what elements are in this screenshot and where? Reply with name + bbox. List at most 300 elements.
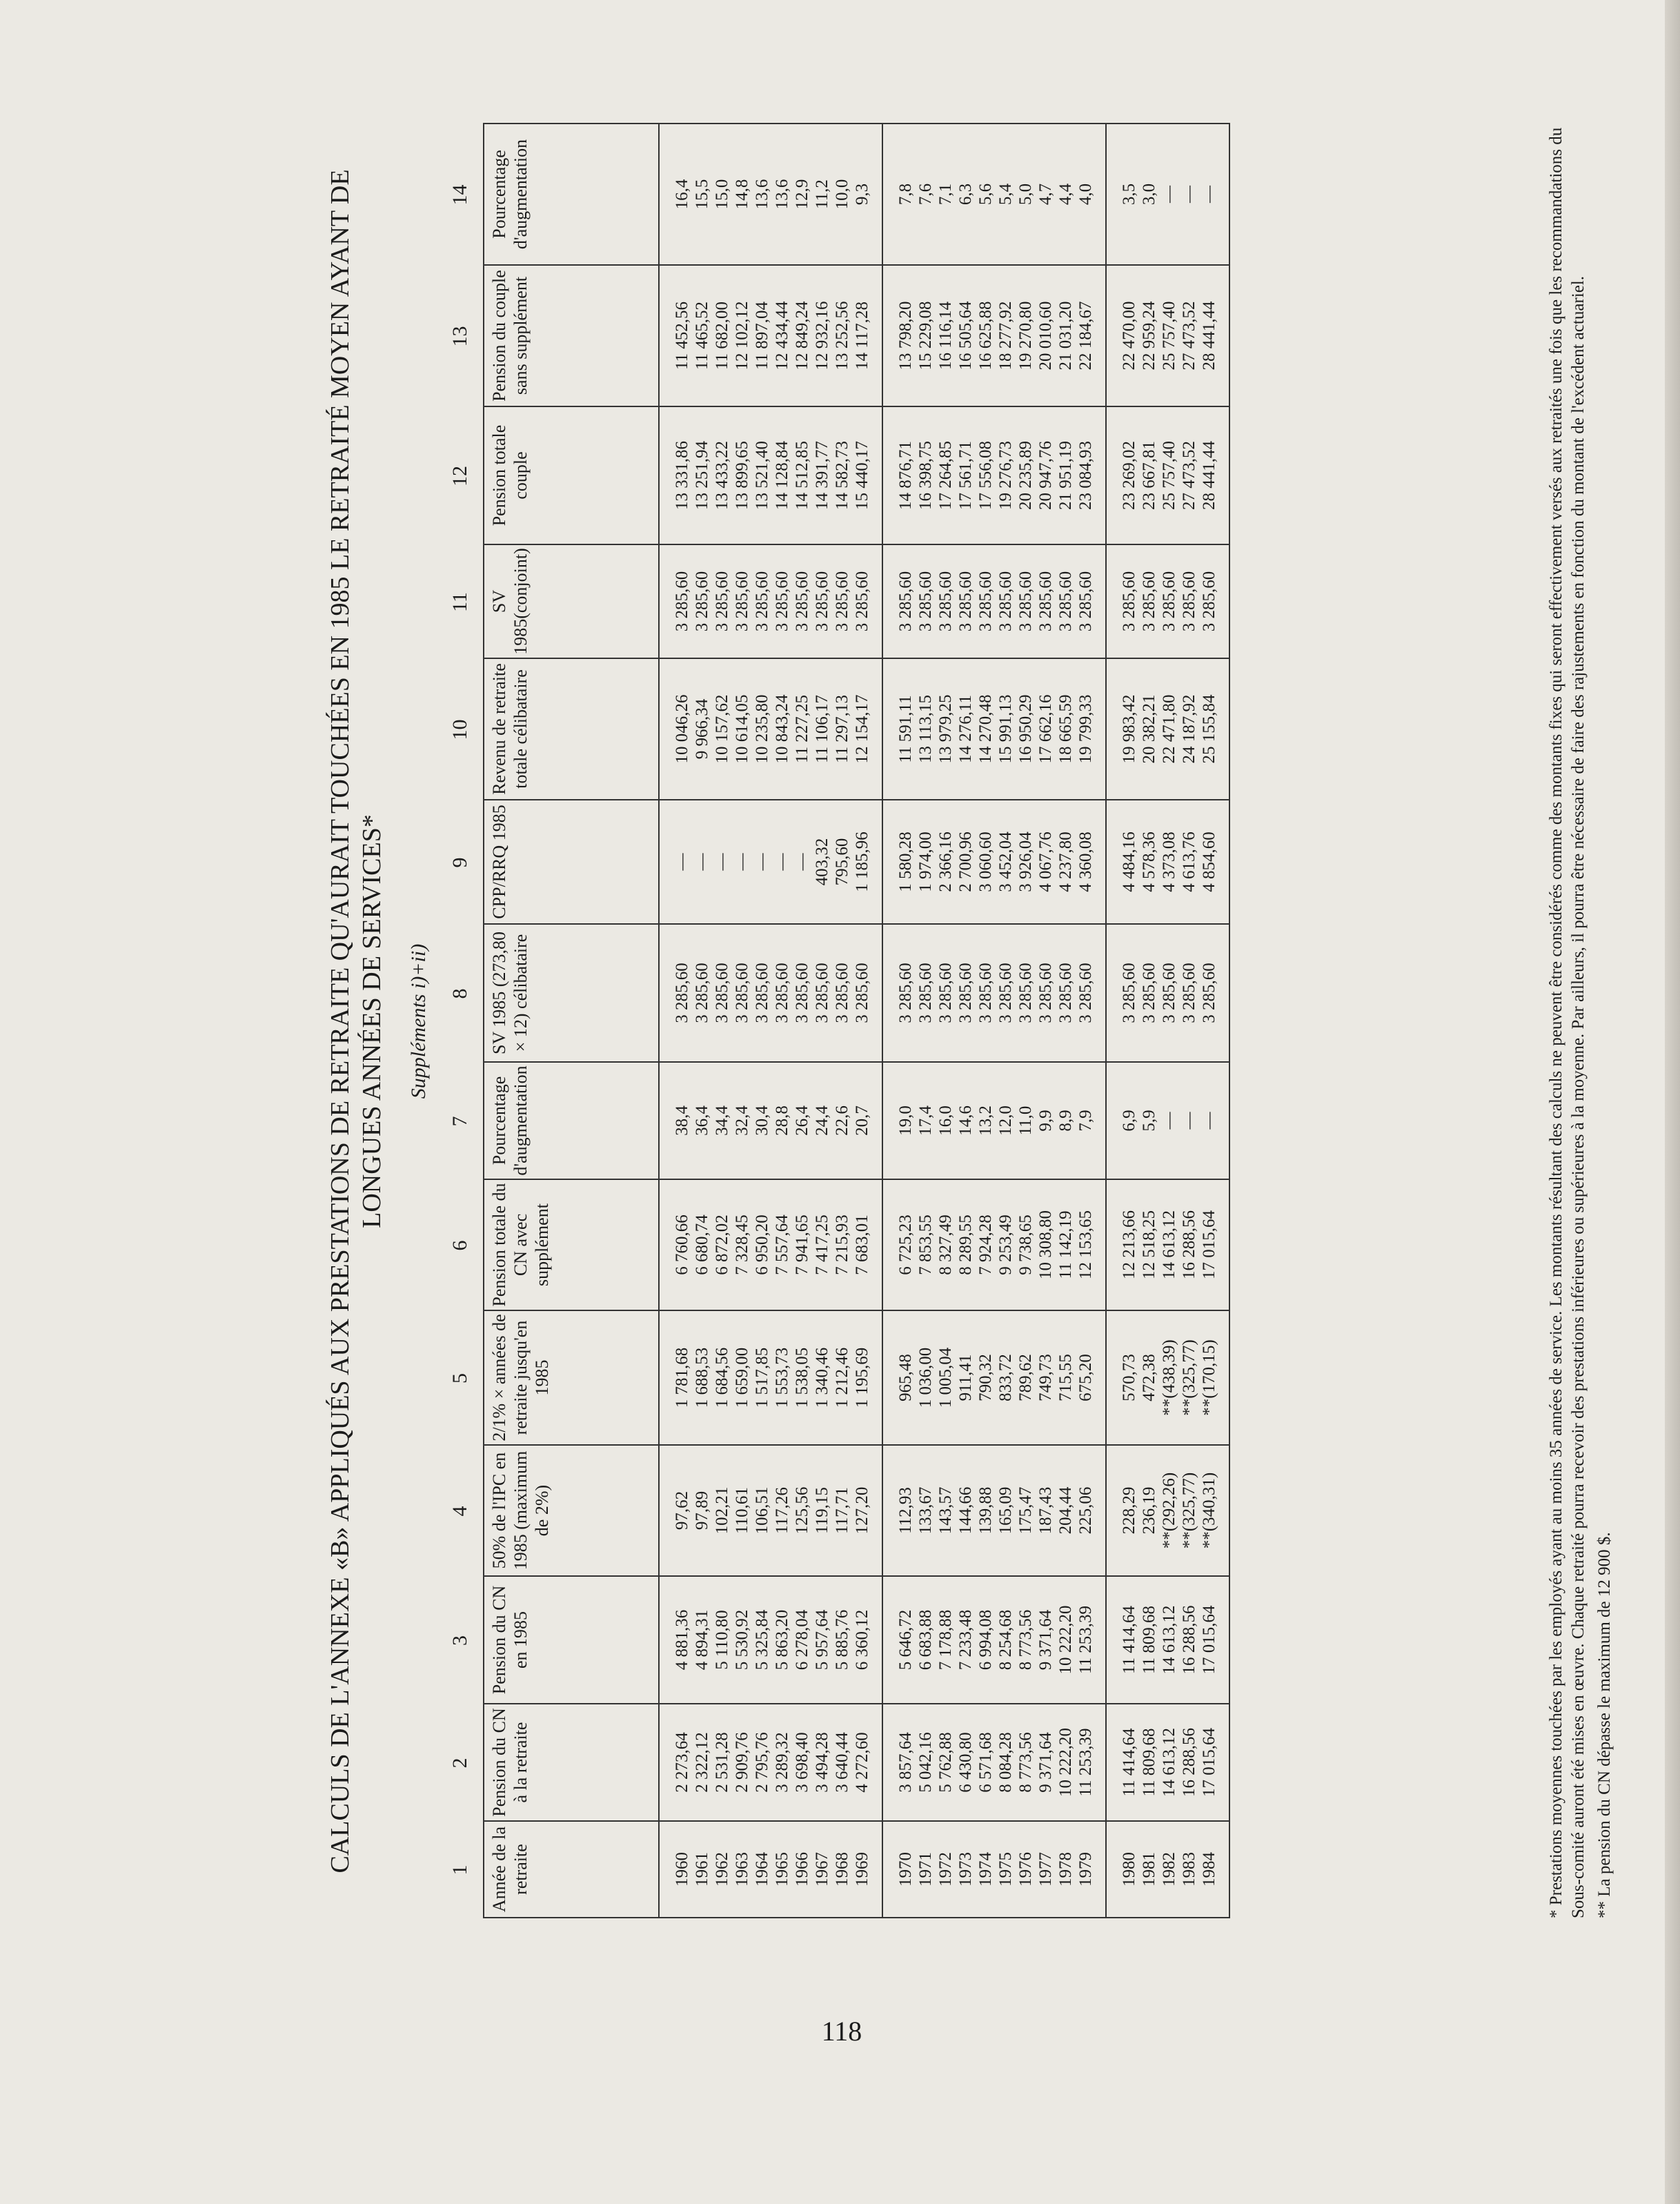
table-cell: 14 270,48 <box>976 658 996 800</box>
table-cell: 133,67 <box>916 1445 936 1576</box>
table-cell: 1984 <box>1199 1821 1229 1918</box>
table-cell: 110,61 <box>732 1445 752 1576</box>
table-cell: 15 991,13 <box>996 658 1016 800</box>
table-row <box>936 124 956 1918</box>
table-cell: 3 285,60 <box>916 544 936 658</box>
table-cell: — <box>772 800 792 924</box>
table-cell: 28 441,44 <box>1199 406 1229 544</box>
table-cell: 14 613,12 <box>1159 1179 1179 1310</box>
table-cell: 23 667,81 <box>1139 406 1159 544</box>
table-row <box>812 124 832 1918</box>
table-cell: 790,32 <box>976 1310 996 1445</box>
table-cell: 7 328,45 <box>732 1179 752 1310</box>
table-row <box>1139 124 1159 1918</box>
table-cell: 1 185,96 <box>852 800 882 924</box>
table-cell: 13 113,15 <box>916 658 936 800</box>
column-header: Pension totale couple <box>484 406 659 544</box>
table-cell: 106,51 <box>752 1445 772 1576</box>
table-cell: 5 530,92 <box>732 1576 752 1704</box>
table-cell: 14 876,71 <box>882 406 916 544</box>
table-cell: 3 285,60 <box>732 924 752 1062</box>
table-cell: 3 285,60 <box>692 924 712 1062</box>
table-cell: 5 042,16 <box>916 1704 936 1821</box>
table-cell: 11 465,52 <box>692 265 712 406</box>
table-cell: 7 417,25 <box>812 1179 832 1310</box>
table-cell: 11 591,11 <box>882 658 916 800</box>
table-cell: **(325,77) <box>1179 1310 1199 1445</box>
table-cell: 3 285,60 <box>1159 544 1179 658</box>
table-cell: 675,20 <box>1076 1310 1106 1445</box>
table-cell: 11,2 <box>812 124 832 265</box>
table-cell: 11 227,25 <box>792 658 812 800</box>
table-cell: 14 391,77 <box>812 406 832 544</box>
table-cell: 3 285,60 <box>996 544 1016 658</box>
table-cell: 4 613,76 <box>1179 800 1199 924</box>
table-cell: 16 288,56 <box>1179 1179 1199 1310</box>
table-cell: 3 285,60 <box>1036 544 1056 658</box>
table-row <box>772 124 792 1918</box>
table-cell: 102,21 <box>712 1445 732 1576</box>
table-cell: 11 809,68 <box>1139 1704 1159 1821</box>
table-cell: 16 288,56 <box>1179 1704 1199 1821</box>
table-cell: 3 285,60 <box>712 924 732 1062</box>
column-header: Pourcentage d'augmentation <box>484 124 659 265</box>
table-cell: 3 285,60 <box>659 924 692 1062</box>
table-cell: 14 613,12 <box>1159 1704 1179 1821</box>
table-cell: 3 494,28 <box>812 1704 832 1821</box>
table-cell: 11 414,64 <box>1106 1576 1139 1704</box>
table-cell: 1 659,00 <box>732 1310 752 1445</box>
table-cell: 125,56 <box>792 1445 812 1576</box>
table-cell: 20 235,89 <box>1016 406 1036 544</box>
table-cell: 2 273,64 <box>659 1704 692 1821</box>
column-header: CPP/RRQ 1985 <box>484 800 659 924</box>
table-cell: 570,73 <box>1106 1310 1139 1445</box>
table-cell: — <box>692 800 712 924</box>
table-cell: 11 414,64 <box>1106 1704 1139 1821</box>
table-cell: 13,6 <box>752 124 772 265</box>
table-cell: 5 957,64 <box>812 1576 832 1704</box>
table-cell: 25 757,40 <box>1159 406 1179 544</box>
column-header: Pension du CN à la retraite <box>484 1704 659 1821</box>
table-cell: 16 950,29 <box>1016 658 1036 800</box>
table-cell: 25 155,84 <box>1199 658 1229 800</box>
column-number: 11 <box>448 592 471 612</box>
table-cell: — <box>1199 1062 1229 1179</box>
footnote-2: ** La pension du CN dépasse le maximum de 12 900 $. <box>1595 1532 1614 1918</box>
column-number: 7 <box>448 1116 471 1127</box>
table-cell: 18 665,59 <box>1056 658 1076 800</box>
table-cell: 3 285,60 <box>752 924 772 1062</box>
table-cell: 17 561,71 <box>956 406 976 544</box>
table-cell: 3 285,60 <box>712 544 732 658</box>
table-row <box>852 124 882 1918</box>
table-cell: 3 640,44 <box>832 1704 852 1821</box>
table-cell: 7 557,64 <box>772 1179 792 1310</box>
table-cell: 17 556,08 <box>976 406 996 544</box>
table-cell: 16 116,14 <box>936 265 956 406</box>
table-cell: 1981 <box>1139 1821 1159 1918</box>
table-title-line-1: CALCULS DE L'ANNEXE «B» APPLIQUÉS AUX PRESTATIONS DE RETRAITE QU'AURAIT TOUCHÉES EN 1985 LE RETRAITÉ MOYEN AYANT DE <box>326 169 355 1873</box>
table-cell: 6 950,20 <box>752 1179 772 1310</box>
table-cell: 3 285,60 <box>1016 544 1036 658</box>
table-cell: 17 264,85 <box>936 406 956 544</box>
table-cell: 13 979,25 <box>936 658 956 800</box>
table-row <box>832 124 852 1918</box>
table-cell: 1963 <box>732 1821 752 1918</box>
table-row <box>1076 124 1106 1918</box>
table-cell: 24 187,92 <box>1179 658 1199 800</box>
table-cell: 6 994,08 <box>976 1576 996 1704</box>
table-cell: 3 285,60 <box>996 924 1016 1062</box>
table-cell: 715,55 <box>1056 1310 1076 1445</box>
table-cell: 3 285,60 <box>1199 544 1229 658</box>
table-cell: 4,4 <box>1056 124 1076 265</box>
footnote-1: * Prestations moyennes touchées par les employés ayant au moins 35 années de service. Les montants résultant des calculs ne peuvent être considérés comme des montants fixes qui seront effectivement versés aux retraités une fois que les recommandations du Sous-comité auront été mises en œuvre. Chaque retraité pourra recevoir des prestations inférieures ou supérieures à la moyenne. Par ailleurs, il pourra être nécessaire de faire des rajustements en fonction du montant de l'excédent actuariel. <box>1547 127 1588 1918</box>
table-cell: 13 521,40 <box>752 406 772 544</box>
table-cell: 28 441,44 <box>1199 265 1229 406</box>
table-cell: 4 894,31 <box>692 1576 712 1704</box>
table-cell: 143,57 <box>936 1445 956 1576</box>
table-cell: 1972 <box>936 1821 956 1918</box>
table-cell: 14 276,11 <box>956 658 976 800</box>
table-cell: 3 698,40 <box>792 1704 812 1821</box>
table-cell: 911,41 <box>956 1310 976 1445</box>
table-cell: 10 843,24 <box>772 658 792 800</box>
table-cell: 23 084,93 <box>1076 406 1106 544</box>
table-cell: 5 885,76 <box>832 1576 852 1704</box>
table-cell: 9 738,65 <box>1016 1179 1036 1310</box>
table-cell: 9 371,64 <box>1036 1704 1056 1821</box>
table-cell: 22 184,67 <box>1076 265 1106 406</box>
table-cell: 2 531,28 <box>712 1704 732 1821</box>
table-cell: 1976 <box>1016 1821 1036 1918</box>
table-cell: 17 015,64 <box>1199 1704 1229 1821</box>
table-cell: 5 646,72 <box>882 1576 916 1704</box>
table-cell: 4 360,08 <box>1076 800 1106 924</box>
table-cell: 175,47 <box>1016 1445 1036 1576</box>
table-cell: 8 289,55 <box>956 1179 976 1310</box>
table-cell: 8 773,56 <box>1016 1576 1036 1704</box>
table-cell: 6 760,66 <box>659 1179 692 1310</box>
table-cell: 5 110,80 <box>712 1576 732 1704</box>
table-row <box>792 124 812 1918</box>
table-cell: 10 222,20 <box>1056 1576 1076 1704</box>
table-cell: — <box>1159 124 1179 265</box>
table-cell: 22,6 <box>832 1062 852 1179</box>
table-cell: 14 512,85 <box>792 406 812 544</box>
table-cell: 5,9 <box>1139 1062 1159 1179</box>
table-cell: 2 795,76 <box>752 1704 772 1821</box>
table-cell: 13 899,65 <box>732 406 752 544</box>
table-cell: 1 688,53 <box>692 1310 712 1445</box>
table-cell: 1977 <box>1036 1821 1056 1918</box>
table-cell: 187,43 <box>1036 1445 1056 1576</box>
table-cell: 13 331,86 <box>659 406 692 544</box>
table-cell: 3 285,60 <box>936 924 956 1062</box>
table-cell: 4 578,36 <box>1139 800 1159 924</box>
table-cell: 1 036,00 <box>916 1310 936 1445</box>
column-number: 8 <box>448 988 471 999</box>
table-cell: 5,0 <box>1016 124 1036 265</box>
column-number: 14 <box>448 184 471 206</box>
table-cell: 11 452,56 <box>659 265 692 406</box>
table-cell: 3 285,60 <box>852 924 882 1062</box>
table-cell: 21 951,19 <box>1056 406 1076 544</box>
column-header: SV 1985(conjoint) <box>484 544 659 658</box>
table-cell: — <box>752 800 772 924</box>
table-cell: 3 285,60 <box>882 924 916 1062</box>
table-cell: **(325,77) <box>1179 1445 1199 1576</box>
table-cell: 6 571,68 <box>976 1704 996 1821</box>
table-cell: 25 757,40 <box>1159 265 1179 406</box>
table-cell: 1967 <box>812 1821 832 1918</box>
table-cell: 97,89 <box>692 1445 712 1576</box>
table-title-line-2: LONGUES ANNÉES DE SERVICES* <box>357 814 386 1228</box>
table-cell: 1964 <box>752 1821 772 1918</box>
table-cell: 13 798,20 <box>882 265 916 406</box>
table-cell: 19 270,80 <box>1016 265 1036 406</box>
table-cell: 17 662,16 <box>1036 658 1056 800</box>
table-cell: 127,20 <box>852 1445 882 1576</box>
table-cell: **(170,15) <box>1199 1310 1229 1445</box>
table-cell: 3 285,60 <box>916 924 936 1062</box>
footnotes <box>1545 124 1620 1918</box>
table-cell: — <box>1179 124 1199 265</box>
table-cell: 6,3 <box>956 124 976 265</box>
table-cell: 9,9 <box>1036 1062 1056 1179</box>
table-cell: 11 897,04 <box>752 265 772 406</box>
table-cell: 1980 <box>1106 1821 1139 1918</box>
table-cell: 139,88 <box>976 1445 996 1576</box>
table-cell: 3 285,60 <box>1056 924 1076 1062</box>
table-cell: 4 373,08 <box>1159 800 1179 924</box>
table-cell: 4 237,80 <box>1056 800 1076 924</box>
table-cell: 6 683,88 <box>916 1576 936 1704</box>
table-cell: 17 015,64 <box>1199 1179 1229 1310</box>
table-cell: 6 430,80 <box>956 1704 976 1821</box>
table-cell: 3 285,60 <box>956 924 976 1062</box>
table-cell: 9 253,49 <box>996 1179 1016 1310</box>
table-cell: 9 371,64 <box>1036 1576 1056 1704</box>
table-cell: 10 614,05 <box>732 658 752 800</box>
table-cell: 6 725,23 <box>882 1179 916 1310</box>
table-cell: 965,48 <box>882 1310 916 1445</box>
table-cell: 3 452,04 <box>996 800 1016 924</box>
column-header: Pension du couple sans supplément <box>484 265 659 406</box>
table-cell: 1978 <box>1056 1821 1076 1918</box>
table-cell: 4,0 <box>1076 124 1106 265</box>
supplements-subheading: Suppléments i)+ii) <box>407 943 430 1099</box>
table-cell: 11,0 <box>1016 1062 1036 1179</box>
table-cell: 19 276,73 <box>996 406 1016 544</box>
table-cell: 17,4 <box>916 1062 936 1179</box>
table-cell: 16 625,88 <box>976 265 996 406</box>
table-cell: 14 613,12 <box>1159 1576 1179 1704</box>
table-cell: 12 849,24 <box>792 265 812 406</box>
table-cell: 144,66 <box>956 1445 976 1576</box>
table-row <box>1016 124 1036 1918</box>
table-cell: 27 473,52 <box>1179 406 1199 544</box>
table-cell: 833,72 <box>996 1310 1016 1445</box>
table-cell: 19 983,42 <box>1106 658 1139 800</box>
column-header: SV 1985 (273,80 × 12) célibataire <box>484 924 659 1062</box>
table-cell: 3 285,60 <box>1199 924 1229 1062</box>
table-cell: 10 046,26 <box>659 658 692 800</box>
table-cell: 7,8 <box>882 124 916 265</box>
table-cell: 12 518,25 <box>1139 1179 1159 1310</box>
table-cell: 1973 <box>956 1821 976 1918</box>
table-cell: 14,6 <box>956 1062 976 1179</box>
table-cell: 7,9 <box>1076 1062 1106 1179</box>
table-cell: 11 253,39 <box>1076 1704 1106 1821</box>
table-row <box>712 124 732 1918</box>
table-cell: 12 434,44 <box>772 265 792 406</box>
table-cell: 10 308,80 <box>1036 1179 1056 1310</box>
table-cell: 4 484,16 <box>1106 800 1139 924</box>
table-cell: 2 909,76 <box>732 1704 752 1821</box>
table-cell: 119,15 <box>812 1445 832 1576</box>
table-cell: 1 517,85 <box>752 1310 772 1445</box>
table-cell: 11 253,39 <box>1076 1576 1106 1704</box>
table-cell: 11 106,17 <box>812 658 832 800</box>
table-row <box>1036 124 1056 1918</box>
column-number: 1 <box>448 1864 471 1876</box>
table-cell: 7 233,48 <box>956 1576 976 1704</box>
table-cell: 3 285,60 <box>792 544 812 658</box>
column-header: Année de la retraite <box>484 1821 659 1918</box>
table-cell: 7 683,01 <box>852 1179 882 1310</box>
table-cell: 3 285,60 <box>1139 924 1159 1062</box>
table-cell: 8 254,68 <box>996 1576 1016 1704</box>
table-cell: 4 881,36 <box>659 1576 692 1704</box>
table-row <box>692 124 712 1918</box>
table-cell: 5 325,84 <box>752 1576 772 1704</box>
table-cell: 3 285,60 <box>882 544 916 658</box>
table-cell: 14 582,73 <box>832 406 852 544</box>
column-number: 9 <box>448 857 471 868</box>
table-cell: 7 178,88 <box>936 1576 956 1704</box>
table-cell: 1 538,05 <box>792 1310 812 1445</box>
table-row <box>996 124 1016 1918</box>
table-cell: 3 285,60 <box>772 924 792 1062</box>
table-cell: — <box>659 800 692 924</box>
table-header-row <box>484 124 659 1918</box>
table-cell: 13 433,22 <box>712 406 732 544</box>
table-cell: 32,4 <box>732 1062 752 1179</box>
table-cell: 1960 <box>659 1821 692 1918</box>
table-cell: 117,26 <box>772 1445 792 1576</box>
table-cell: 10,0 <box>832 124 852 265</box>
table-cell: — <box>1179 1062 1199 1179</box>
table-cell: 3 285,60 <box>812 924 832 1062</box>
column-number: 10 <box>448 719 471 740</box>
table-cell: 2 366,16 <box>936 800 956 924</box>
table-cell: 1969 <box>852 1821 882 1918</box>
table-row <box>1056 124 1076 1918</box>
table-cell: 8 773,56 <box>1016 1704 1036 1821</box>
table-cell: 20 947,76 <box>1036 406 1056 544</box>
table-cell: 228,29 <box>1106 1445 1139 1576</box>
column-header: 2/1% × années de retraite jusqu'en 1985 <box>484 1310 659 1445</box>
table-cell: 204,44 <box>1056 1445 1076 1576</box>
table-cell: 3 285,60 <box>976 544 996 658</box>
table-cell: 6 278,04 <box>792 1576 812 1704</box>
table-cell: 1961 <box>692 1821 712 1918</box>
table-title <box>324 124 388 1918</box>
table-cell: 3 285,60 <box>1106 544 1139 658</box>
table-cell: 3 285,60 <box>832 924 852 1062</box>
table-cell: 22 959,24 <box>1139 265 1159 406</box>
column-number-row <box>448 124 476 1918</box>
table-row <box>1106 124 1139 1918</box>
table-cell: 3 285,60 <box>956 544 976 658</box>
table-cell: 11 297,13 <box>832 658 852 800</box>
table-cell: 789,62 <box>1016 1310 1036 1445</box>
table-row <box>882 124 916 1918</box>
table-row <box>916 124 936 1918</box>
table-cell: 3 285,60 <box>852 544 882 658</box>
table-cell: 7 924,28 <box>976 1179 996 1310</box>
table-row <box>752 124 772 1918</box>
table-cell: 1 781,68 <box>659 1310 692 1445</box>
table-cell: 3 285,60 <box>692 544 712 658</box>
table-cell: 4,7 <box>1036 124 1056 265</box>
table-cell: 1983 <box>1179 1821 1199 1918</box>
table-cell: 1 340,46 <box>812 1310 832 1445</box>
table-cell: 3 285,60 <box>752 544 772 658</box>
table-row <box>659 124 692 1918</box>
table-cell: 15,0 <box>712 124 732 265</box>
table-cell: — <box>1199 124 1229 265</box>
column-number: 5 <box>448 1373 471 1384</box>
table-cell: 1974 <box>976 1821 996 1918</box>
table-cell: 15 229,08 <box>916 265 936 406</box>
table-cell: 30,4 <box>752 1062 772 1179</box>
table-cell: 165,09 <box>996 1445 1016 1576</box>
table-cell: — <box>1159 1062 1179 1179</box>
table-cell: 10 222,20 <box>1056 1704 1076 1821</box>
table-cell: **(438,39) <box>1159 1310 1179 1445</box>
table-cell: **(340,31) <box>1199 1445 1229 1576</box>
table-cell: 12,0 <box>996 1062 1016 1179</box>
table-cell: 20,7 <box>852 1062 882 1179</box>
table-cell: 16,0 <box>936 1062 956 1179</box>
column-number: 3 <box>448 1635 471 1646</box>
column-header: Pourcentage d'augmentation <box>484 1062 659 1179</box>
table-row <box>1179 124 1199 1918</box>
table-row <box>1199 124 1229 1918</box>
table-cell: 19,0 <box>882 1062 916 1179</box>
rotated-table-page <box>324 124 1680 1918</box>
table-cell: 97,62 <box>659 1445 692 1576</box>
table-cell: 11 809,68 <box>1139 1576 1159 1704</box>
column-header: Pension du CN en 1985 <box>484 1576 659 1704</box>
table-cell: 1979 <box>1076 1821 1106 1918</box>
table-cell: 9 966,34 <box>692 658 712 800</box>
column-number: 12 <box>448 466 471 486</box>
table-cell: 3 285,60 <box>1159 924 1179 1062</box>
table-cell: 3 285,60 <box>732 544 752 658</box>
table-cell: 3 285,60 <box>1016 924 1036 1062</box>
table-cell: 20 010,60 <box>1036 265 1056 406</box>
table-cell: 14,8 <box>732 124 752 265</box>
table-cell: 1982 <box>1159 1821 1179 1918</box>
pension-table <box>483 123 1230 1918</box>
table-cell: 3 285,60 <box>1139 544 1159 658</box>
table-cell: 795,60 <box>832 800 852 924</box>
table-cell: 3 285,60 <box>1036 924 1056 1062</box>
